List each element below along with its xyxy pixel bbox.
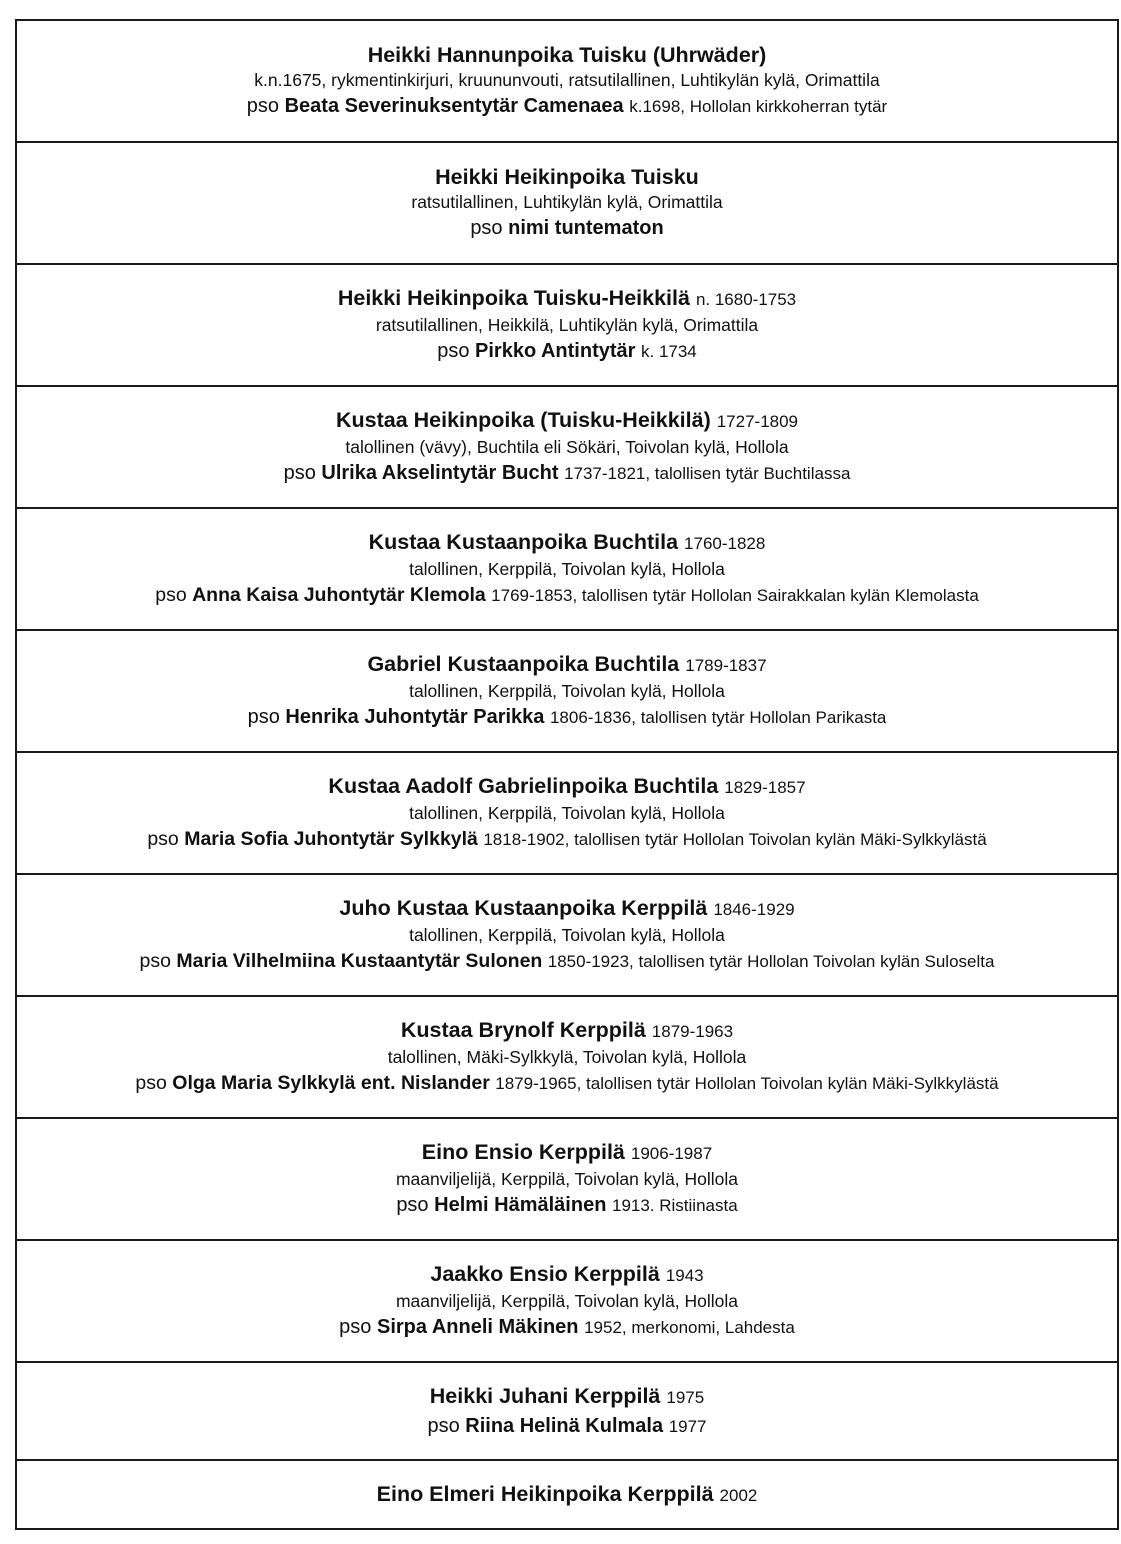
spouse-name: Riina Helinä Kulmala — [465, 1414, 664, 1437]
person-name: Kustaa Aadolf Gabrielinpoika Buchtila — [328, 774, 719, 798]
generation-row — [17, 143, 1117, 265]
person-name: Heikki Heikinpoika Tuisku — [435, 165, 699, 189]
spouse-name: Sirpa Anneli Mäkinen — [376, 1316, 579, 1338]
spouse-line — [147, 825, 986, 854]
spouse-prefix: pso — [135, 1072, 167, 1094]
spouse-prefix: pso — [470, 217, 503, 239]
spouse-line — [470, 214, 663, 243]
spouse-name: Henrika Juhontytär Parikka — [285, 706, 545, 728]
person-line — [367, 650, 766, 680]
person-years: 1879-1963 — [651, 1022, 734, 1041]
spouse-info: 1913. Ristiinasta — [611, 1196, 738, 1215]
spouse-info: 1952, merkonomi, Lahdesta — [584, 1318, 795, 1337]
spouse-line — [135, 1069, 998, 1098]
spouse-info: k. 1734 — [641, 342, 697, 361]
person-details: maanviljelijä, Kerppilä, Toivolan kylä, Hollola — [395, 1291, 739, 1311]
person-years: 1760-1828 — [684, 534, 766, 553]
spouse-line — [140, 947, 995, 976]
person-name: Eino Elmeri Heikinpoika Kerppilä — [376, 1481, 714, 1506]
person-details: talollinen, Mäki-Sylkkylä, Toivolan kylä, Hollola — [387, 1047, 747, 1067]
person-line — [369, 528, 766, 558]
person-details: maanviljelijä, Kerppilä, Toivolan kylä, Hollola — [395, 1169, 739, 1189]
spouse-line — [247, 92, 887, 121]
person-line — [377, 1480, 758, 1510]
generation-row — [17, 753, 1117, 875]
generation-row — [17, 509, 1117, 631]
spouse-prefix: pso — [339, 1316, 372, 1338]
person-line — [422, 1138, 712, 1168]
spouse-line — [396, 1191, 737, 1220]
generation-row — [17, 265, 1117, 387]
person-details: k.n.1675, rykmentinkirjuri, kruununvouti, ratsutilallinen, Luhtikylän kylä, Orimattila — [254, 70, 880, 90]
person-name: Jaakko Ensio Kerppilä — [430, 1262, 660, 1286]
person-years: 1975 — [666, 1387, 705, 1407]
spouse-name: Beata Severinuksentytär Camenaea — [284, 95, 624, 117]
person-name: Eino Ensio Kerppilä — [421, 1140, 625, 1164]
generation-row — [17, 997, 1117, 1119]
spouse-prefix: pso — [283, 462, 316, 484]
person-line — [401, 1016, 733, 1046]
spouse-line — [155, 581, 979, 610]
person-name: Kustaa Brynolf Kerppilä — [400, 1018, 646, 1042]
genealogy-table — [15, 19, 1119, 1530]
spouse-info: 1977 — [668, 1416, 707, 1436]
spouse-name: Pirkko Antintytär — [475, 340, 636, 362]
generation-row — [17, 875, 1117, 997]
person-details: ratsutilallinen, Heikkilä, Luhtikylän kylä, Orimattila — [375, 315, 759, 335]
generation-row — [17, 387, 1117, 509]
generation-row — [17, 1241, 1117, 1363]
spouse-prefix: pso — [155, 584, 187, 606]
person-name: Heikki Juhani Kerppilä — [429, 1383, 661, 1408]
spouse-prefix: pso — [246, 95, 280, 117]
person-years: 1789-1837 — [685, 656, 767, 675]
person-name: Kustaa Heikinpoika (Tuisku-Heikkilä) — [335, 408, 711, 432]
spouse-prefix: pso — [139, 950, 171, 972]
person-details: talollinen, Kerppilä, Toivolan kylä, Hollola — [409, 925, 725, 945]
person-years: n. 1680-1753 — [695, 290, 797, 309]
spouse-line — [339, 1313, 795, 1342]
spouse-name: Ulrika Akselintytär Bucht — [321, 462, 559, 484]
person-details: talollinen, Kerppilä, Toivolan kylä, Hollola — [409, 803, 725, 823]
spouse-info: 1818-1902, talollisen tytär Hollolan Toivolan kylän Mäki-Sylkkylästä — [483, 830, 987, 849]
person-name: Heikki Hannunpoika Tuisku (Uhrwäder) — [367, 43, 767, 67]
generation-row — [17, 1461, 1117, 1530]
generation-row — [17, 1119, 1117, 1241]
person-line — [338, 284, 796, 314]
person-line — [435, 163, 699, 191]
spouse-line — [284, 459, 851, 488]
person-details: talollinen (vävy), Buchtila eli Sökäri, Toivolan kylä, Hollola — [345, 437, 789, 457]
person-years: 1829-1857 — [724, 778, 806, 797]
spouse-line — [427, 1412, 706, 1441]
spouse-name: Anna Kaisa Juhontytär Klemola — [192, 584, 486, 606]
person-details: ratsutilallinen, Luhtikylän kylä, Orimattila — [411, 192, 723, 212]
person-line — [336, 406, 798, 436]
person-years: 1727-1809 — [716, 412, 799, 431]
person-details: talollinen, Kerppilä, Toivolan kylä, Hollola — [409, 681, 725, 701]
spouse-prefix: pso — [396, 1194, 429, 1216]
person-name: Kustaa Kustaanpoika Buchtila — [368, 530, 679, 554]
person-line — [430, 1382, 704, 1412]
spouse-prefix: pso — [247, 706, 280, 728]
person-name: Juho Kustaa Kustaanpoika Kerppilä — [339, 896, 708, 920]
spouse-prefix: pso — [147, 828, 179, 850]
spouse-info: 1879-1965, talollisen tytär Hollolan Toivolan kylän Mäki-Sylkkylästä — [495, 1074, 999, 1093]
person-years: 1846-1929 — [713, 900, 795, 919]
spouse-info: k.1698, Hollolan kirkkoherran tytär — [629, 97, 888, 116]
spouse-line — [248, 703, 887, 732]
person-name: Heikki Heikinpoika Tuisku-Heikkilä — [337, 286, 690, 310]
spouse-name: Olga Maria Sylkkylä ent. Nislander — [172, 1072, 490, 1094]
person-years: 1943 — [665, 1266, 704, 1285]
person-years: 2002 — [719, 1485, 758, 1505]
spouse-name: Helmi Hämäläinen — [434, 1194, 607, 1216]
generation-row — [17, 1363, 1117, 1461]
generation-row — [17, 631, 1117, 753]
generation-row — [17, 21, 1117, 143]
person-name: Gabriel Kustaanpoika Buchtila — [367, 652, 680, 676]
spouse-prefix: pso — [427, 1414, 460, 1437]
spouse-info: 1806-1836, talollisen tytär Hollolan Parikasta — [549, 708, 887, 727]
person-line — [339, 894, 794, 924]
person-details: talollinen, Kerppilä, Toivolan kylä, Hollola — [409, 559, 725, 579]
person-line — [368, 41, 767, 69]
spouse-info: 1850-1923, talollisen tytär Hollolan Toivolan kylän Suloselta — [547, 952, 995, 971]
person-line — [328, 772, 805, 802]
spouse-line — [437, 337, 697, 366]
spouse-prefix: pso — [437, 340, 470, 362]
spouse-info: 1769-1853, talollisen tytär Hollolan Sairakkalan kylän Klemolasta — [491, 586, 979, 605]
person-line — [430, 1260, 703, 1290]
spouse-info: 1737-1821, talollisen tytär Buchtilassa — [564, 464, 851, 483]
spouse-name: Maria Vilhelmiina Kustaantytär Sulonen — [176, 950, 543, 972]
spouse-name: nimi tuntematon — [508, 217, 664, 239]
spouse-name: Maria Sofia Juhontytär Sylkkylä — [184, 828, 478, 850]
person-years: 1906-1987 — [630, 1144, 713, 1163]
